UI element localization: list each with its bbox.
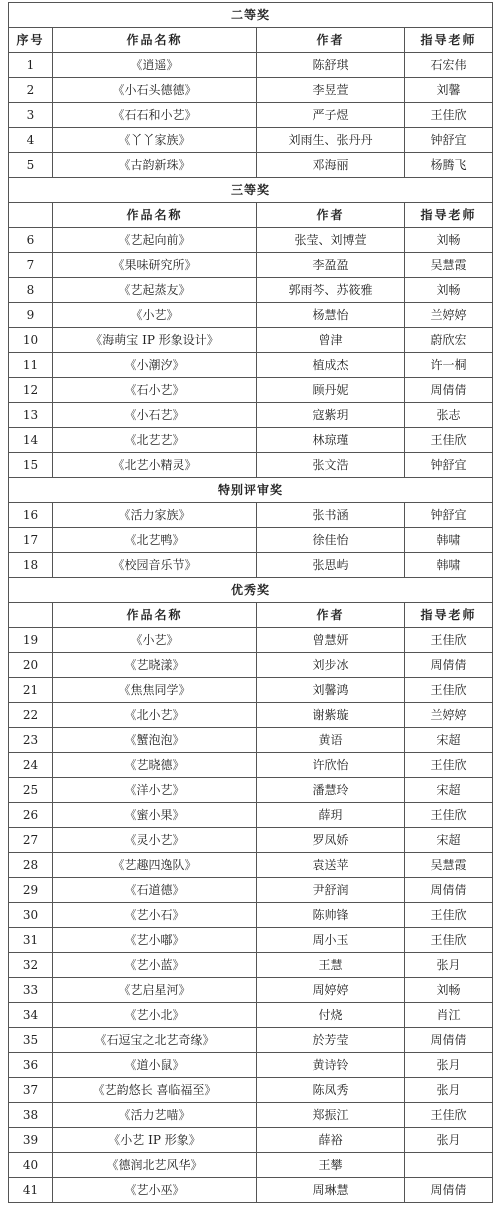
row-teacher: 张月	[405, 1053, 493, 1078]
row-teacher: 肖江	[405, 1003, 493, 1028]
table-row	[9, 1028, 493, 1053]
header-title: 作品名称	[53, 603, 257, 628]
row-teacher: 王佳欣	[405, 628, 493, 653]
row-title: 《小艺 IP 形象》	[53, 1128, 257, 1153]
row-author: 刘步冰	[257, 653, 405, 678]
table-row	[9, 453, 493, 478]
row-title: 《艺韵悠长 喜临福至》	[53, 1078, 257, 1103]
row-author: 曾津	[257, 328, 405, 353]
table-row	[9, 828, 493, 853]
row-author: 袁送苹	[257, 853, 405, 878]
row-teacher: 宋超	[405, 828, 493, 853]
row-num: 21	[9, 678, 53, 703]
row-teacher: 王佳欣	[405, 678, 493, 703]
table-row	[9, 378, 493, 403]
row-author: 周小玉	[257, 928, 405, 953]
row-teacher: 周倩倩	[405, 378, 493, 403]
row-title: 《艺趣四逸队》	[53, 853, 257, 878]
row-title: 《石逗宝之北艺奇缘》	[53, 1028, 257, 1053]
table-row	[9, 978, 493, 1003]
section-title-row	[9, 578, 493, 603]
column-header-row	[9, 28, 493, 53]
header-author: 作者	[257, 603, 405, 628]
row-num: 25	[9, 778, 53, 803]
table-row	[9, 703, 493, 728]
table-row	[9, 278, 493, 303]
table-row	[9, 1078, 493, 1103]
row-teacher: 兰婷婷	[405, 703, 493, 728]
row-teacher	[405, 1153, 493, 1178]
row-teacher: 兰婷婷	[405, 303, 493, 328]
row-author: 许欣怡	[257, 753, 405, 778]
row-author: 潘慧玲	[257, 778, 405, 803]
row-num: 32	[9, 953, 53, 978]
table-row	[9, 1153, 493, 1178]
table-row	[9, 778, 493, 803]
row-teacher: 吴慧霞	[405, 853, 493, 878]
row-teacher: 钟舒宜	[405, 453, 493, 478]
row-title: 《蜜小果》	[53, 803, 257, 828]
row-author: 陈凤秀	[257, 1078, 405, 1103]
row-title: 《小艺》	[53, 628, 257, 653]
column-header-row	[9, 203, 493, 228]
header-title: 作品名称	[53, 203, 257, 228]
row-teacher: 张志	[405, 403, 493, 428]
row-author: 郑振江	[257, 1103, 405, 1128]
row-num: 27	[9, 828, 53, 853]
row-title: 《石道德》	[53, 878, 257, 903]
row-num: 39	[9, 1128, 53, 1153]
table-row	[9, 803, 493, 828]
table-row	[9, 128, 493, 153]
row-title: 《艺启星河》	[53, 978, 257, 1003]
table-row	[9, 1003, 493, 1028]
table-row	[9, 53, 493, 78]
row-teacher: 钟舒宜	[405, 503, 493, 528]
row-teacher: 杨腾飞	[405, 153, 493, 178]
row-teacher: 张月	[405, 1078, 493, 1103]
table-row	[9, 878, 493, 903]
section-title-row	[9, 3, 493, 28]
row-author: 李昱萱	[257, 78, 405, 103]
row-title: 《蟹泡泡》	[53, 728, 257, 753]
row-author: 谢紫璇	[257, 703, 405, 728]
row-title: 《校园音乐节》	[53, 553, 257, 578]
table-row	[9, 1128, 493, 1153]
row-teacher: 蔚欣宏	[405, 328, 493, 353]
row-title: 《小艺》	[53, 303, 257, 328]
table-row	[9, 653, 493, 678]
row-title: 《海萌宝 IP 形象设计》	[53, 328, 257, 353]
row-title: 《北小艺》	[53, 703, 257, 728]
row-teacher: 王佳欣	[405, 753, 493, 778]
row-title: 《石石和小艺》	[53, 103, 257, 128]
row-num: 14	[9, 428, 53, 453]
header-author: 作者	[257, 28, 405, 53]
row-title: 《活力家族》	[53, 503, 257, 528]
row-teacher: 王佳欣	[405, 903, 493, 928]
row-author: 林琼瑾	[257, 428, 405, 453]
row-title: 《艺晓德》	[53, 753, 257, 778]
row-author: 刘馨鸿	[257, 678, 405, 703]
row-teacher: 周倩倩	[405, 1028, 493, 1053]
row-author: 黄语	[257, 728, 405, 753]
table-row	[9, 428, 493, 453]
row-author: 杨慧怡	[257, 303, 405, 328]
header-title: 作品名称	[53, 28, 257, 53]
row-num: 31	[9, 928, 53, 953]
row-num: 36	[9, 1053, 53, 1078]
row-teacher: 石宏伟	[405, 53, 493, 78]
row-num: 2	[9, 78, 53, 103]
table-row	[9, 928, 493, 953]
row-title: 《艺起向前》	[53, 228, 257, 253]
row-teacher: 宋超	[405, 778, 493, 803]
row-author: 顾丹妮	[257, 378, 405, 403]
row-teacher: 周倩倩	[405, 1178, 493, 1203]
row-teacher: 王佳欣	[405, 103, 493, 128]
row-num: 23	[9, 728, 53, 753]
row-author: 尹舒润	[257, 878, 405, 903]
row-num: 3	[9, 103, 53, 128]
row-teacher: 刘馨	[405, 78, 493, 103]
row-num: 12	[9, 378, 53, 403]
row-num: 37	[9, 1078, 53, 1103]
row-num: 16	[9, 503, 53, 528]
row-num: 4	[9, 128, 53, 153]
table-row	[9, 528, 493, 553]
row-teacher: 吴慧霞	[405, 253, 493, 278]
row-teacher: 刘畅	[405, 978, 493, 1003]
row-title: 《艺晓漾》	[53, 653, 257, 678]
row-title: 《小潮汐》	[53, 353, 257, 378]
row-title: 《北艺鸭》	[53, 528, 257, 553]
row-num: 19	[9, 628, 53, 653]
row-author: 於芳莹	[257, 1028, 405, 1053]
row-title: 《果味研究所》	[53, 253, 257, 278]
section-title-row	[9, 478, 493, 503]
row-title: 《灵小艺》	[53, 828, 257, 853]
row-teacher: 周倩倩	[405, 653, 493, 678]
row-title: 《艺小石》	[53, 903, 257, 928]
row-num: 22	[9, 703, 53, 728]
table-row	[9, 678, 493, 703]
row-title: 《古韵新珠》	[53, 153, 257, 178]
table-row	[9, 753, 493, 778]
row-teacher: 王佳欣	[405, 428, 493, 453]
row-author: 付烧	[257, 1003, 405, 1028]
row-num: 29	[9, 878, 53, 903]
table-row	[9, 103, 493, 128]
row-num: 24	[9, 753, 53, 778]
row-teacher: 王佳欣	[405, 1103, 493, 1128]
row-author: 陈舒琪	[257, 53, 405, 78]
row-num: 35	[9, 1028, 53, 1053]
table-row	[9, 1103, 493, 1128]
row-num: 20	[9, 653, 53, 678]
row-num: 30	[9, 903, 53, 928]
row-teacher: 刘畅	[405, 278, 493, 303]
row-author: 张莹、刘博萱	[257, 228, 405, 253]
row-num: 11	[9, 353, 53, 378]
row-author: 薛裕	[257, 1128, 405, 1153]
row-title: 《活力艺喵》	[53, 1103, 257, 1128]
row-num: 8	[9, 278, 53, 303]
section-title: 三等奖	[9, 178, 493, 203]
table-row	[9, 303, 493, 328]
row-title: 《小石艺》	[53, 403, 257, 428]
row-author: 张文浩	[257, 453, 405, 478]
row-author: 黄诗铃	[257, 1053, 405, 1078]
row-teacher: 张月	[405, 953, 493, 978]
row-title: 《道小鼠》	[53, 1053, 257, 1078]
row-num: 9	[9, 303, 53, 328]
table-row	[9, 628, 493, 653]
table-row	[9, 953, 493, 978]
table-row	[9, 228, 493, 253]
row-author: 寇紫玥	[257, 403, 405, 428]
row-author: 曾慧妍	[257, 628, 405, 653]
header-num	[9, 203, 53, 228]
table-row	[9, 253, 493, 278]
row-num: 17	[9, 528, 53, 553]
header-author: 作者	[257, 203, 405, 228]
row-teacher: 周倩倩	[405, 878, 493, 903]
column-header-row	[9, 603, 493, 628]
row-teacher: 钟舒宜	[405, 128, 493, 153]
table-row	[9, 1178, 493, 1203]
table-row	[9, 728, 493, 753]
row-title: 《艺起蒸友》	[53, 278, 257, 303]
row-num: 13	[9, 403, 53, 428]
row-author: 李盈盈	[257, 253, 405, 278]
table-row	[9, 553, 493, 578]
row-num: 6	[9, 228, 53, 253]
table-row	[9, 78, 493, 103]
row-author: 罗凤娇	[257, 828, 405, 853]
row-num: 7	[9, 253, 53, 278]
row-author: 薛玥	[257, 803, 405, 828]
row-num: 5	[9, 153, 53, 178]
row-author: 周婷婷	[257, 978, 405, 1003]
table-row	[9, 403, 493, 428]
row-num: 40	[9, 1153, 53, 1178]
row-author: 陈帅锋	[257, 903, 405, 928]
awards-table	[8, 2, 493, 1203]
row-num: 41	[9, 1178, 53, 1203]
header-num	[9, 603, 53, 628]
table-row	[9, 903, 493, 928]
row-teacher: 韩啸	[405, 553, 493, 578]
row-teacher: 宋超	[405, 728, 493, 753]
section-title-row	[9, 178, 493, 203]
row-num: 10	[9, 328, 53, 353]
row-title: 《艺小蓝》	[53, 953, 257, 978]
row-author: 王攀	[257, 1153, 405, 1178]
row-title: 《德润北艺风华》	[53, 1153, 257, 1178]
row-author: 邓海丽	[257, 153, 405, 178]
row-teacher: 韩啸	[405, 528, 493, 553]
row-teacher: 刘畅	[405, 228, 493, 253]
row-num: 15	[9, 453, 53, 478]
table-row	[9, 1053, 493, 1078]
header-num: 序号	[9, 28, 53, 53]
row-title: 《小石头德德》	[53, 78, 257, 103]
row-title: 《丫丫家族》	[53, 128, 257, 153]
section-title: 优秀奖	[9, 578, 493, 603]
row-num: 26	[9, 803, 53, 828]
row-num: 18	[9, 553, 53, 578]
row-num: 1	[9, 53, 53, 78]
row-author: 徐佳怡	[257, 528, 405, 553]
row-author: 王慧	[257, 953, 405, 978]
row-num: 28	[9, 853, 53, 878]
row-title: 《北艺小精灵》	[53, 453, 257, 478]
row-author: 周琳慧	[257, 1178, 405, 1203]
row-author: 张书涵	[257, 503, 405, 528]
row-title: 《石小艺》	[53, 378, 257, 403]
row-title: 《艺小嘟》	[53, 928, 257, 953]
section-title: 特别评审奖	[9, 478, 493, 503]
header-teacher: 指导老师	[405, 203, 493, 228]
row-title: 《逍遥》	[53, 53, 257, 78]
section-title: 二等奖	[9, 3, 493, 28]
row-teacher: 王佳欣	[405, 928, 493, 953]
table-row	[9, 153, 493, 178]
row-author: 郭雨芩、苏筱雅	[257, 278, 405, 303]
row-teacher: 许一桐	[405, 353, 493, 378]
row-author: 刘雨生、张丹丹	[257, 128, 405, 153]
awards-table-body	[9, 3, 493, 1203]
table-row	[9, 328, 493, 353]
row-author: 张思屿	[257, 553, 405, 578]
row-num: 33	[9, 978, 53, 1003]
header-teacher: 指导老师	[405, 28, 493, 53]
table-row	[9, 503, 493, 528]
row-num: 34	[9, 1003, 53, 1028]
row-title: 《洋小艺》	[53, 778, 257, 803]
row-author: 严子煜	[257, 103, 405, 128]
row-num: 38	[9, 1103, 53, 1128]
table-row	[9, 353, 493, 378]
row-title: 《艺小北》	[53, 1003, 257, 1028]
table-row	[9, 853, 493, 878]
row-title: 《艺小巫》	[53, 1178, 257, 1203]
row-title: 《焦焦同学》	[53, 678, 257, 703]
row-teacher: 张月	[405, 1128, 493, 1153]
header-teacher: 指导老师	[405, 603, 493, 628]
row-teacher: 王佳欣	[405, 803, 493, 828]
row-author: 植成杰	[257, 353, 405, 378]
row-title: 《北艺艺》	[53, 428, 257, 453]
